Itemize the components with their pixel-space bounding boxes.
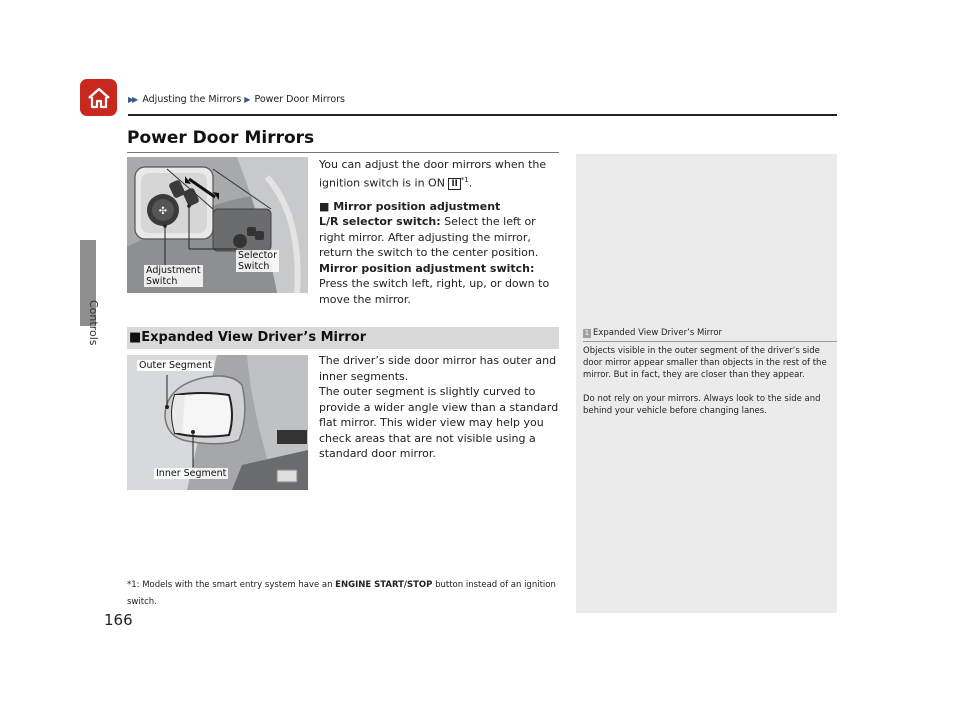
position-switch-paragraph: Mirror position adjustment switch: Press the switch left, right, up, or down to move the mirror.: [319, 261, 550, 306]
breadcrumb-arrow-icon: ▶▶: [128, 95, 137, 104]
note-title: Expanded View Driver’s Mirror: [593, 328, 723, 338]
footnote: *1: Models with the smart entry system have an ENGINE START/STOP button instead of an ignition switch.: [127, 580, 556, 607]
mirror-position-subheading: ■ Mirror position adjustment: [319, 199, 501, 213]
breadcrumb-item-power-door-mirrors[interactable]: Power Door Mirrors: [254, 94, 345, 105]
header-rule: [128, 114, 837, 116]
footnote-reference[interactable]: *1: [460, 175, 469, 184]
outer-segment-label: Outer Segment: [139, 360, 212, 371]
breadcrumb-arrow-icon: ▶: [244, 95, 249, 104]
note-paragraph-2: Do not rely on your mirrors. Always look to the side and behind your vehicle before changing lanes.: [583, 394, 821, 416]
note-text: [583, 345, 833, 417]
ignition-on-symbol: II: [448, 178, 460, 190]
lr-selector-paragraph: L/R selector switch: Select the left or right mirror. After adjusting the mirror, return the switch to the center position.: [319, 215, 539, 260]
breadcrumb: [128, 94, 345, 105]
note-badge-icon: 1: [584, 328, 590, 337]
expanded-view-heading: ■Expanded View Driver’s Mirror: [127, 327, 559, 349]
svg-text:✣: ✣: [158, 206, 168, 217]
selector-switch-label: Selector Switch: [238, 250, 278, 272]
home-icon[interactable]: [80, 79, 117, 116]
expanded-paragraph-1: The driver’s side door mirror has outer and inner segments.: [319, 354, 557, 383]
page-title: Power Door Mirrors: [127, 128, 315, 148]
title-rule: [127, 152, 559, 153]
breadcrumb-item-adjusting-mirrors[interactable]: Adjusting the Mirrors: [142, 94, 242, 105]
page-number: 166: [104, 611, 133, 629]
note-heading: [583, 328, 722, 338]
expanded-mirror-figure: [127, 355, 308, 490]
adjustment-switch-label: Adjustment Switch: [146, 265, 201, 287]
intro-text: [319, 157, 559, 307]
sidebar-label: Controls: [87, 300, 100, 346]
note-rule: [583, 341, 837, 342]
inner-segment-label: Inner Segment: [156, 468, 227, 479]
expanded-view-text: [319, 353, 559, 462]
intro-paragraph: You can adjust the door mirrors when the ignition switch is in ON II $^{*1}$.: [319, 158, 547, 190]
note-paragraph-1: Objects visible in the outer segment of the driver’s side door mirror appear smaller than objects in the rest of the mirror. But in fact, they are closer than they appear.: [583, 346, 827, 380]
expanded-paragraph-2: The outer segment is slightly curved to provide a wider angle view than a standard flat mirror. This wider view may help you check areas that are not visible using a standard door mirror.: [319, 385, 559, 460]
mirror-switch-figure: [127, 157, 308, 293]
